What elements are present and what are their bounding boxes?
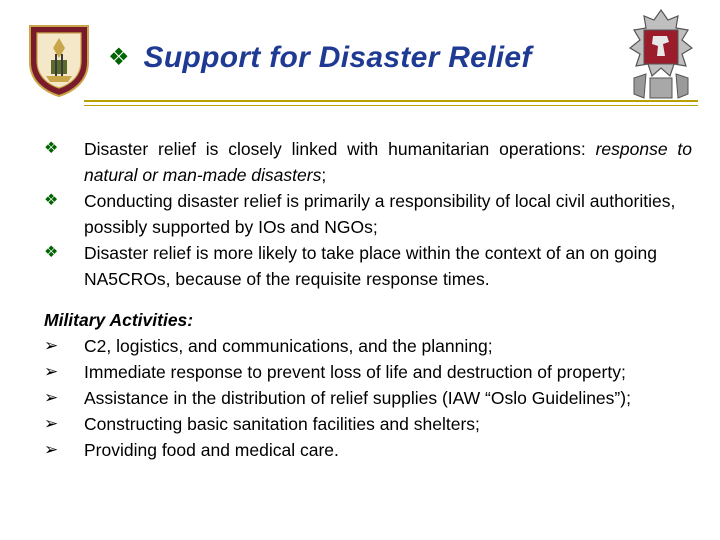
- bullet-text-italic: response to natural or man-made disasters: [84, 139, 692, 185]
- bullet-text: [84, 136, 692, 188]
- item-text: Assistance in the distribution of relief supplies (IAW “Oslo Guidelines”);: [84, 388, 631, 408]
- title-underline-thin: [84, 105, 698, 106]
- arrow-bullet-icon: ➢: [44, 362, 59, 381]
- item-text: Constructing basic sanitation facilities and shelters;: [84, 414, 480, 434]
- arrow-bullet-icon: ➢: [44, 388, 59, 407]
- military-activities-section: [44, 307, 692, 463]
- section-heading: Military Activities:: [44, 310, 194, 330]
- military-academy-emblem: [28, 24, 90, 98]
- item-text: C2, logistics, and communications, and the planning;: [84, 336, 493, 356]
- slide-title: Support for Disaster Relief: [143, 41, 532, 74]
- title-row: [108, 36, 532, 80]
- list-item: [44, 437, 692, 463]
- diamond-bullet-icon: ❖: [44, 192, 59, 209]
- bullet-text-part: ;: [321, 165, 327, 185]
- main-bullet-list: [44, 136, 692, 292]
- arrow-bullet-icon: ➢: [44, 414, 59, 433]
- arrow-bullet-icon: ➢: [44, 440, 59, 459]
- item-text: Providing food and medical care.: [84, 440, 339, 460]
- list-item: [44, 240, 692, 292]
- list-item: [44, 359, 692, 385]
- arrow-bullet-icon: ➢: [44, 336, 59, 355]
- bullet-text: Conducting disaster relief is primarily a responsibility of local civil authorities, possibly supported by IOs and NGOs;: [84, 191, 676, 237]
- list-item: [44, 136, 692, 188]
- list-item: [44, 333, 692, 359]
- list-item: [44, 385, 692, 411]
- unit-crest-emblem: [620, 8, 702, 104]
- bullet-text: Disaster relief is more likely to take place within the context of an on going NA5CROs, because of the requisite response times.: [84, 243, 657, 289]
- list-item: [44, 188, 692, 240]
- item-text: Immediate response to prevent loss of life and destruction of property;: [84, 362, 626, 382]
- diamond-bullet-icon: ❖: [108, 44, 130, 71]
- diamond-bullet-icon: ❖: [44, 244, 59, 261]
- bullet-text-part: Disaster relief is closely linked with humanitarian operations:: [84, 139, 596, 159]
- title-underline: [84, 100, 698, 102]
- list-item: [44, 411, 692, 437]
- diamond-bullet-icon: ❖: [44, 140, 59, 157]
